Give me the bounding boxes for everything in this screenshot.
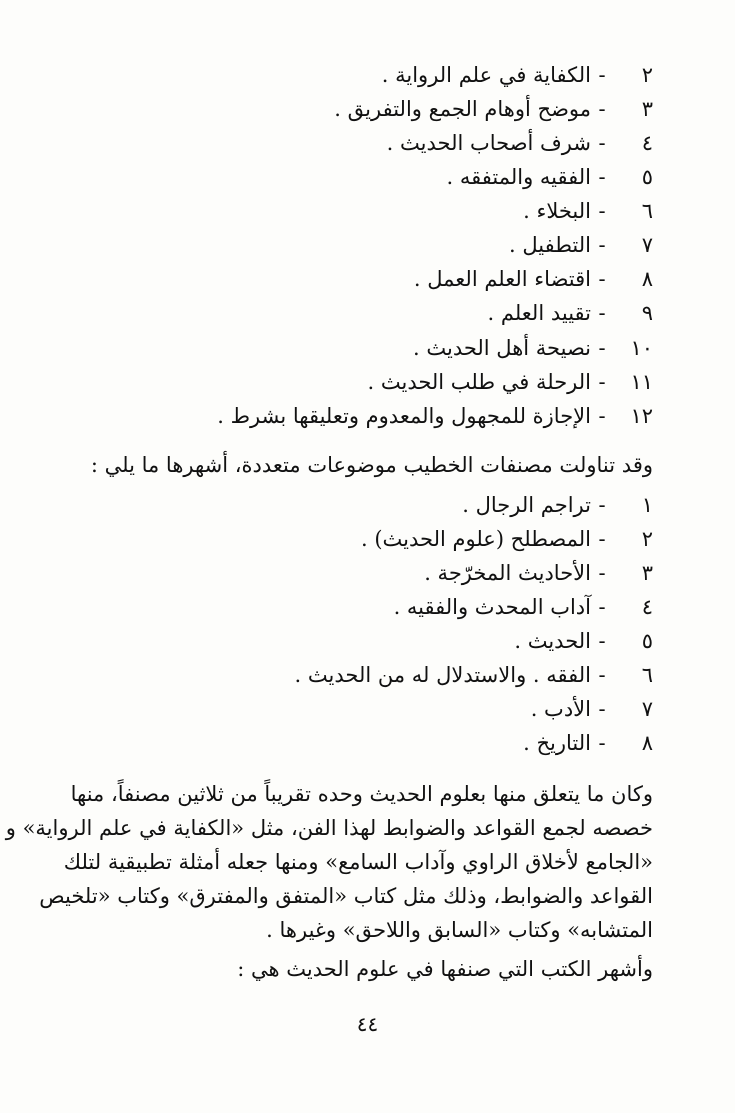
list-item <box>368 372 654 393</box>
list-item-text: الحديث . <box>514 629 591 653</box>
list-item-number: ٨ <box>641 267 653 291</box>
list-item-dash: - <box>598 267 606 291</box>
list-item <box>462 495 653 516</box>
list-item-text: الأدب . <box>530 697 591 721</box>
list-item-text: اقتضاء العلم العمل . <box>413 267 591 291</box>
list-item-number: ٥ <box>641 629 653 653</box>
paragraph-line: القواعد والضوابط، وذلك مثل كتاب «المتفق والمفترق» وكتاب «تلخيص <box>39 884 653 908</box>
list-item-dash: - <box>598 663 606 687</box>
list-item <box>361 529 653 550</box>
page-number: ٤٤ <box>356 1012 379 1036</box>
list-item-text: نصيحة أهل الحديث . <box>413 336 591 360</box>
list-item-text: الفقيه والمتفقه . <box>446 165 591 189</box>
list-item-text: التاريخ . <box>523 731 591 755</box>
list-item <box>514 631 653 652</box>
list-item-number: ٣ <box>641 97 653 121</box>
list-item-text: الكفاية في علم الرواية . <box>381 63 591 87</box>
list-item-text: الأحاديث المخرّجة . <box>424 561 591 585</box>
list-item-text: البخلاء . <box>523 199 591 223</box>
list-item-number: ١٠ <box>630 336 653 360</box>
list-item-dash: - <box>598 301 606 325</box>
list-item <box>488 303 653 324</box>
list-item-number: ٤ <box>641 131 653 155</box>
list-item <box>414 269 653 290</box>
list-item-dash: - <box>598 629 606 653</box>
list-item-number: ٧ <box>641 697 653 721</box>
paragraph-line: «الجامع لأخلاق الراوي وآداب السامع» ومنها جعله أمثلة تطبيقية لتلك <box>63 850 653 874</box>
list-item <box>523 201 653 222</box>
list-item-dash: - <box>598 595 606 619</box>
list-item <box>531 699 653 720</box>
list-item-text: الرحلة في طلب الحديث . <box>367 370 591 394</box>
list-item-number: ٣ <box>641 561 653 585</box>
closing-sentence: وأشهر الكتب التي صنفها في علوم الحديث هي : <box>237 957 653 981</box>
paragraph-line: خصصه لجمع القواعد والضوابط لهذا الفن، مثل «الكفاية في علم الرواية» و <box>5 816 653 840</box>
list-item-number: ١١ <box>630 370 653 394</box>
list-item-dash: - <box>598 131 606 155</box>
list-item-number: ١ <box>641 493 653 517</box>
list-item <box>509 235 653 256</box>
list-item-dash: - <box>598 199 606 223</box>
list-item <box>447 167 653 188</box>
list-item-number: ٢ <box>641 527 653 551</box>
list-item-dash: - <box>598 731 606 755</box>
list-item-dash: - <box>598 697 606 721</box>
list-item-text: الفقه . والاستدلال له من الحديث . <box>294 663 591 687</box>
list-item <box>394 597 653 618</box>
list-item-text: الإجازة للمجهول والمعدوم وتعليقها بشرط . <box>217 404 591 428</box>
list-item-dash: - <box>598 233 606 257</box>
list-item-dash: - <box>598 336 606 360</box>
list-item <box>387 133 653 154</box>
list-item-text: المصطلح (علوم الحديث) . <box>360 527 591 551</box>
list-item-text: موضح أوهام الجمع والتفريق . <box>334 97 591 121</box>
paragraph-line: وكان ما يتعلق منها بعلوم الحديث وحده تقريباً من ثلاثين مصنفاً، منها <box>70 782 653 806</box>
list-item-number: ٦ <box>641 199 653 223</box>
list-item-number: ٢ <box>641 63 653 87</box>
list-item-dash: - <box>598 63 606 87</box>
list-item-dash: - <box>598 165 606 189</box>
list-item-dash: - <box>598 97 606 121</box>
list-item-number: ٥ <box>641 165 653 189</box>
list-item <box>413 338 653 359</box>
list-item <box>523 733 653 754</box>
list-item-text: تراجم الرجال . <box>462 493 591 517</box>
list-item-number: ٨ <box>641 731 653 755</box>
list-item-text: تقييد العلم . <box>487 301 591 325</box>
list-item-text: آداب المحدث والفقيه . <box>393 595 591 619</box>
list-item-number: ٩ <box>641 301 653 325</box>
list-item-dash: - <box>598 404 606 428</box>
list-item-number: ٦ <box>641 663 653 687</box>
list-item-number: ٤ <box>641 595 653 619</box>
list-item-text: شرف أصحاب الحديث . <box>386 131 591 155</box>
list-item <box>382 65 653 86</box>
list-item <box>295 665 653 686</box>
list-item-text: التطفيل . <box>508 233 591 257</box>
intro-paragraph: وقد تناولت مصنفات الخطيب موضوعات متعددة، أشهرها ما يلي : <box>90 453 653 477</box>
list-item-dash: - <box>598 561 606 585</box>
list-item <box>334 99 653 120</box>
list-item-dash: - <box>598 493 606 517</box>
list-item-number: ١٢ <box>630 404 653 428</box>
list-item-dash: - <box>598 527 606 551</box>
list-item-number: ٧ <box>641 233 653 257</box>
list-item <box>424 563 653 584</box>
list-item <box>217 406 653 427</box>
list-item-dash: - <box>598 370 606 394</box>
paragraph-line: المتشابه» وكتاب «السابق واللاحق» وغيرها . <box>266 918 653 942</box>
